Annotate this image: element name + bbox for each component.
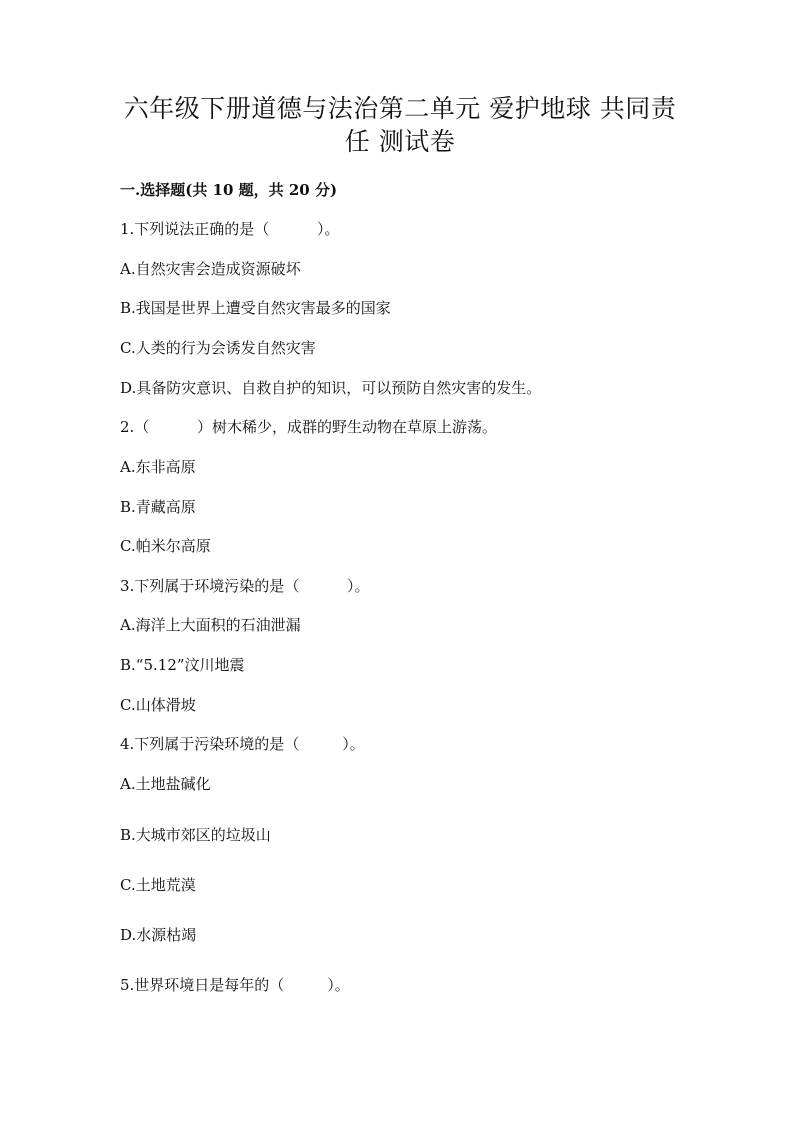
question-3-option-b: B.“5.12”汶川地震	[120, 656, 245, 674]
question-2-option-c: C.帕米尔高原	[120, 537, 211, 555]
question-4-option-b: B.大城市郊区的垃圾山	[120, 826, 271, 844]
question-4-option-c: C.土地荒漠	[120, 876, 196, 894]
question-2-option-b: B.青藏高原	[120, 498, 196, 516]
question-5-stem: 5.世界环境日是每年的（ ）。	[120, 976, 350, 994]
question-3-stem: 3.下列属于环境污染的是（ ）。	[120, 577, 370, 595]
question-1-stem: 1.下列说法正确的是（ ）。	[120, 220, 340, 238]
question-3-option-c: C.山体滑坡	[120, 696, 196, 714]
question-4-option-d: D.水源枯竭	[120, 926, 197, 944]
page-title-line-1: 六年级下册道德与法治第二单元 爱护地球 共同责	[123, 94, 677, 123]
question-1-option-d: D.具备防灾意识、自救自护的知识，可以预防自然灾害的发生。	[120, 379, 542, 397]
page-title-line-2: 任 测试卷	[344, 127, 456, 156]
question-3-option-a: A.海洋上大面积的石油泄漏	[120, 616, 301, 634]
question-2-stem: 2.（ ）树木稀少，成群的野生动物在草原上游荡。	[120, 418, 497, 436]
page-title	[120, 92, 680, 158]
question-1-option-b: B.我国是世界上遭受自然灾害最多的国家	[120, 299, 391, 317]
question-4-option-a: A.土地盐碱化	[120, 775, 211, 793]
question-1-option-c: C.人类的行为会诱发自然灾害	[120, 339, 316, 357]
question-1-option-a: A.自然灾害会造成资源破坏	[120, 260, 301, 278]
question-2-option-a: A.东非高原	[120, 458, 196, 476]
question-4-stem: 4.下列属于污染环境的是（ ）。	[120, 735, 365, 753]
section-heading-choice: 一.选择题(共 10 题，共 20 分)	[120, 181, 338, 199]
